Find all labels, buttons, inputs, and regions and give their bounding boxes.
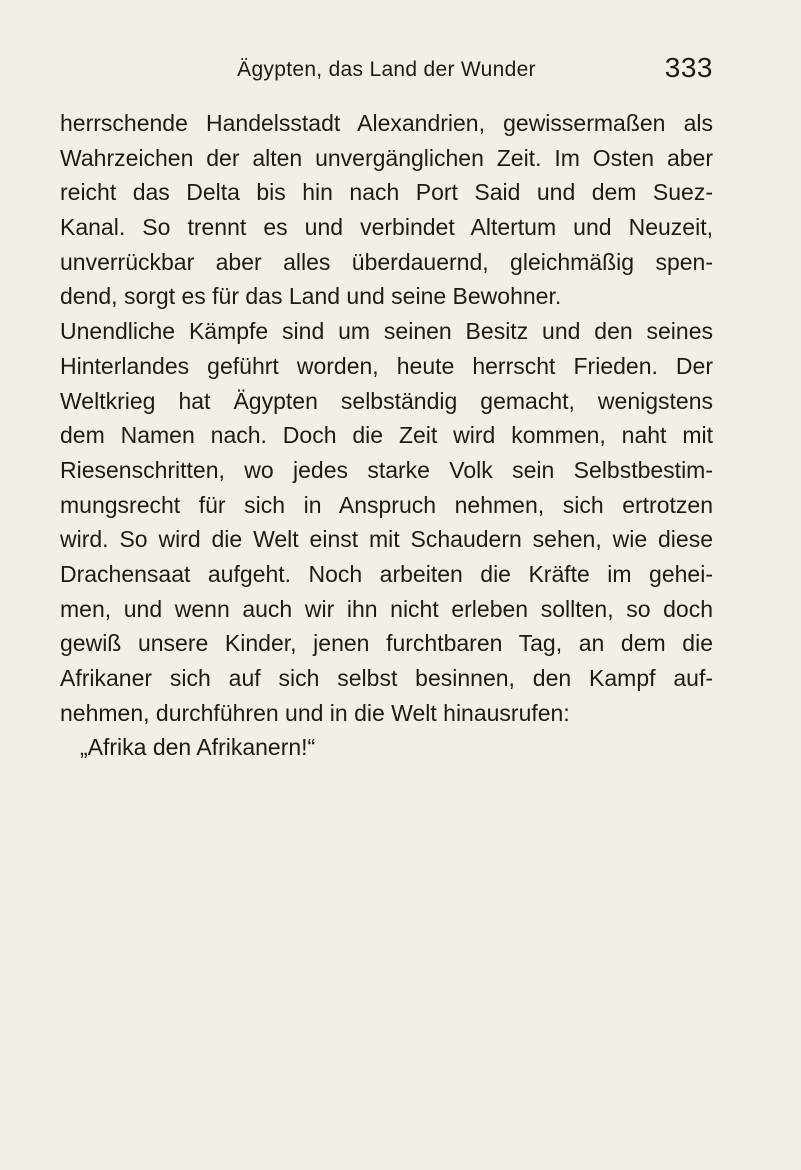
text-line: gewiß unsere Kinder, jenen furchtbaren Tag, an dem die [60,630,713,657]
text-line: men, und wenn auch wir ihn nicht erleben sollten, so doch [60,595,713,622]
text-line: Riesenschritten, wo jedes starke Volk sein Selbstbestim- [60,456,713,483]
text-line: Wahrzeichen der alten unvergänglichen Zeit. Im Osten aber [60,144,713,171]
text-line: dem Namen nach. Doch die Zeit wird kommen, naht mit [60,422,713,449]
text-line: Hinterlandes geführt worden, heute herrscht Frieden. Der [60,352,713,379]
text-line: wird. So wird die Welt einst mit Schaudern sehen, wie diese [60,526,713,553]
text-line: Drachensaat aufgeht. Noch arbeiten die Kräfte im gehei- [60,560,713,587]
text-line: nehmen, durchführen und in die Welt hinausrufen: [60,699,570,726]
text-line: Afrikaner sich auf sich selbst besinnen, den Kampf auf- [60,665,713,691]
running-title: Ägypten, das Land der Wunder [237,58,536,81]
text-line: Weltkrieg hat Ägypten selbständig gemacht, wenigstens [60,387,713,414]
text-line: Unendliche Kämpfe sind um seinen Besitz und den seines [60,318,713,345]
body-text [60,106,713,765]
text-line: reicht das Delta bis hin nach Port Said und dem Suez- [60,179,713,206]
running-head [60,52,713,88]
text-line: mungsrecht für sich in Anspruch nehmen, sich ertrotzen [60,491,713,518]
text-line: Kanal. So trennt es und verbindet Altertum und Neuzeit, [60,214,713,241]
quote-line: „Afrika den Afrikanern!“ [80,734,316,761]
page-number: 333 [664,52,713,83]
text-line: unverrückbar aber alles überdauernd, gleichmäßig spen- [60,248,713,275]
text-line: dend, sorgt es für das Land und seine Bewohner. [60,283,562,310]
text-line: herrschende Handelsstadt Alexandrien, gewissermaßen als [60,110,713,136]
